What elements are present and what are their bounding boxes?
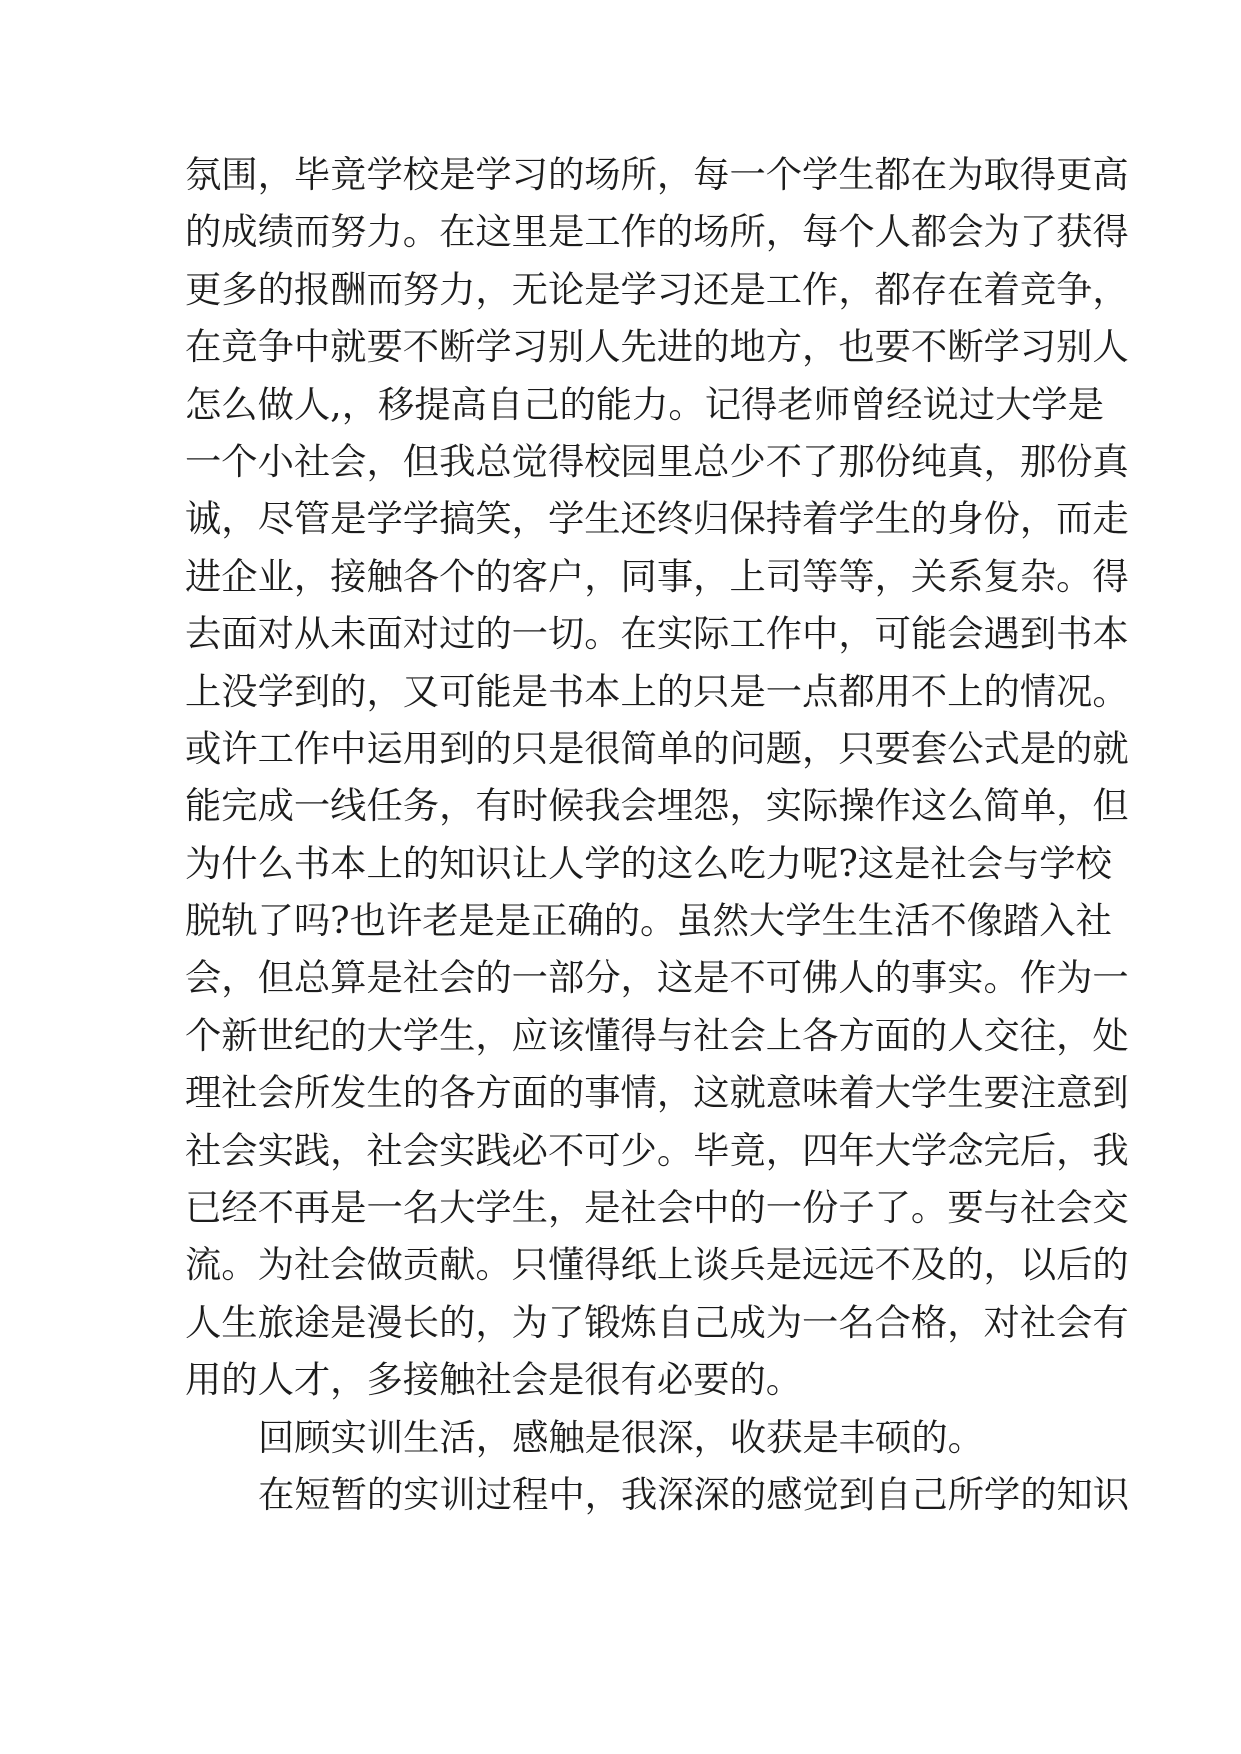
- paragraph-2: 回顾实训生活，感触是很深，收获是丰硕的。: [258, 1415, 984, 1459]
- text-line: 在竞争中就要不断学习别人先进的地方，也要不断学习别人: [185, 325, 1129, 369]
- text-line: 的成绩而努力。在这里是工作的场所，每个人都会为了获得: [185, 210, 1129, 254]
- text-line: 人生旅途是漫长的，为了锻炼自己成为一名合格，对社会有: [185, 1300, 1129, 1344]
- text-line: 或许工作中运用到的只是很简单的问题，只要套公式是的就: [185, 726, 1129, 770]
- text-line: 个新世纪的大学生，应该懂得与社会上各方面的人交往，处: [185, 1013, 1129, 1057]
- paragraph-end-line: 用的人才，多接触社会是很有必要的。: [185, 1358, 803, 1402]
- text-line: 上没学到的，又可能是书本上的只是一点都用不上的情况。: [185, 669, 1129, 713]
- text-line: 去面对从未面对过的一切。在实际工作中，可能会遇到书本: [185, 612, 1129, 656]
- text-line: 流。为社会做贡献。只懂得纸上谈兵是远远不及的，以后的: [185, 1243, 1129, 1287]
- text-line: 已经不再是一名大学生，是社会中的一份子了。要与社会交: [185, 1186, 1129, 1230]
- body-text: [185, 146, 1130, 1523]
- text-line: 氛围，毕竟学校是学习的场所，每一个学生都在为取得更高: [185, 153, 1129, 196]
- text-line: 诚，尽管是学学搞笑，学生还终归保持着学生的身份，而走: [185, 497, 1129, 541]
- text-line: 能完成一线任务，有时候我会埋怨，实际操作这么简单，但: [185, 784, 1129, 828]
- text-line: 更多的报酬而努力，无论是学习还是工作，都存在着竞争，: [185, 267, 1129, 311]
- text-line: 进企业，接触各个的客户，同事，上司等等，关系复杂。得: [185, 554, 1129, 598]
- text-line: 脱轨了吗?也许老是是正确的。虽然大学生生活不像踏入社: [185, 899, 1112, 943]
- text-line: 理社会所发生的各方面的事情，这就意味着大学生要注意到: [185, 1071, 1129, 1115]
- text-line: 会，但总算是社会的一部分，这是不可佛人的事实。作为一: [185, 956, 1129, 1000]
- text-line: 社会实践，社会实践必不可少。毕竟，四年大学念完后，我: [185, 1128, 1129, 1172]
- paragraph-3: 在短暂的实训过程中，我深深的感觉到自己所学的知识: [258, 1472, 1130, 1516]
- text-line: 为什么书本上的知识让人学的这么吃力呢?这是社会与学校: [185, 841, 1112, 885]
- text-line: 一个小社会，但我总觉得校园里总少不了那份纯真，那份真: [185, 439, 1129, 483]
- text-line: 怎么做人,，移提高自己的能力。记得老师曾经说过大学是: [185, 382, 1104, 426]
